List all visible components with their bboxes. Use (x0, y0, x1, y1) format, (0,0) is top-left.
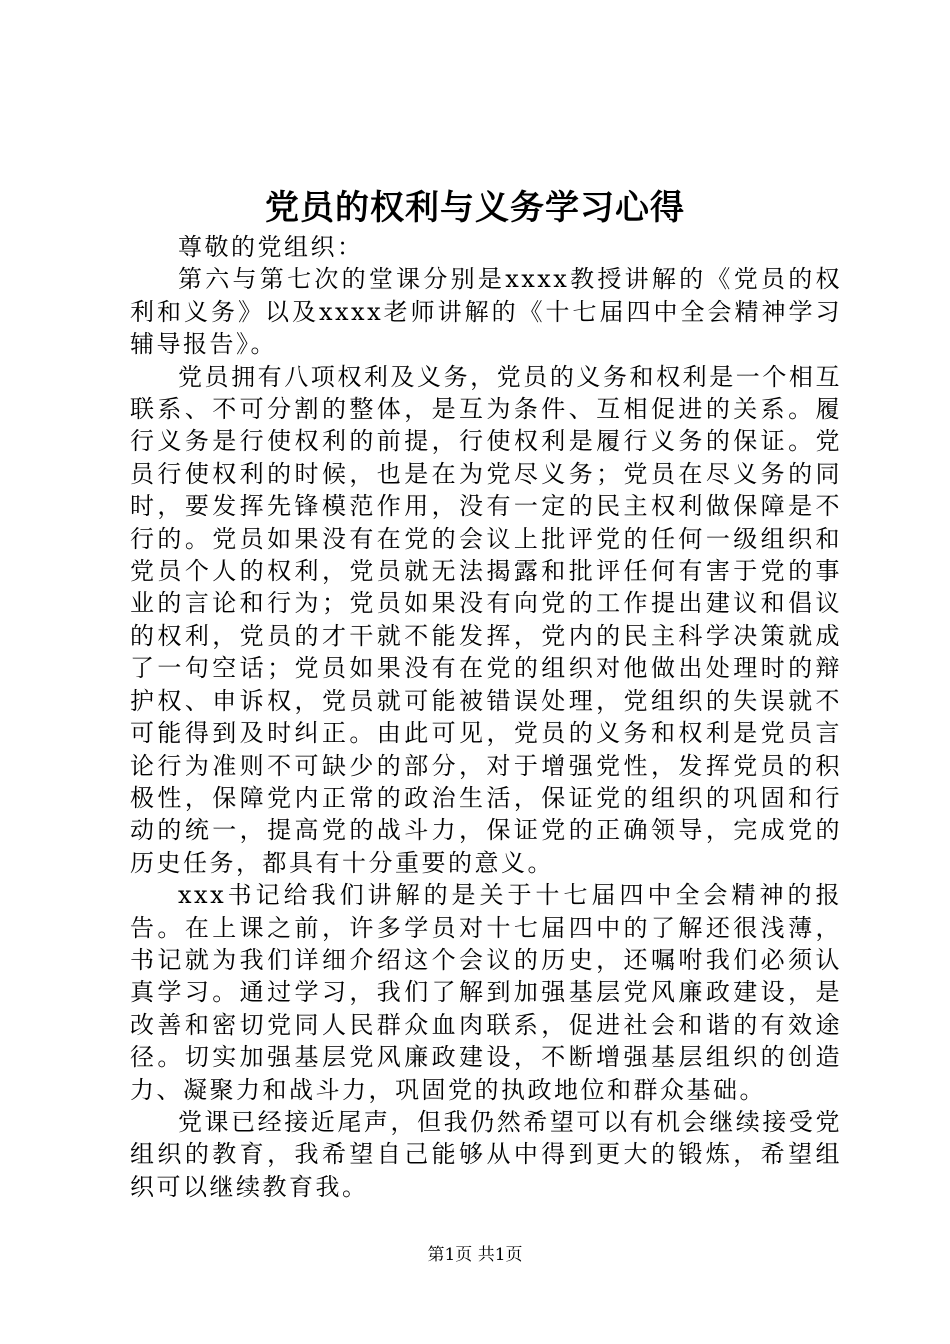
paragraph-4: 党课已经接近尾声，但我仍然希望可以有机会继续接受党组织的教育，我希望自己能够从中得到更大的锻炼，希望组织可以继续教育我。 (130, 1107, 842, 1201)
document-body (130, 231, 842, 1203)
salutation: 尊敬的党组织： (178, 233, 364, 261)
document-title: 党员的权利与义务学习心得 (265, 188, 685, 228)
paragraph-2: 党员拥有八项权利及义务，党员的义务和权利是一个相互联系、不可分割的整体，是互为条件、互相促进的关系。履行义务是行使权利的前提，行使权利是履行义务的保证。党员行使权利的时候，也是在为党尽义务；党员在尽义务的同时，要发挥先锋模范作用，没有一定的民主权利做保障是不行的。党员如果没有在党的会议上批评党的任何一级组织和党员个人的权利，党员就无法揭露和批评任何有害于党的事业的言论和行为；党员如果没有向党的工作提出建议和倡议的权利，党员的才干就不能发挥，党内的民主科学决策就成了一句空话；党员如果没有在党的组织对他做出处理时的辩护权、申诉权，党员就可能被错误处理，党组织的失误就不可能得到及时纠正。由此可见，党员的义务和权利是党员言论行为准则不可缺少的部分，对于增强党性，发挥党员的积极性，保障党内正常的政治生活，保证党的组织的巩固和行动的统一，提高党的战斗力，保证党的正确领导，完成党的历史任务，都具有十分重要的意义。 (130, 362, 842, 877)
paragraph-1: 第六与第七次的堂课分别是xxxx教授讲解的《党员的权利和义务》以及xxxx老师讲解的《十七届四中全会精神学习辅导报告》。 (130, 265, 842, 359)
page-number-footer: 第1页 共1页 (427, 1245, 523, 1265)
paragraph-3: xxx书记给我们讲解的是关于十七届四中全会精神的报告。在上课之前，许多学员对十七届四中的了解还很浅薄，书记就为我们详细介绍这个会议的历史，还嘱咐我们必须认真学习。通过学习，我们了解到加强基层党风廉政建设，是改善和密切党同人民群众血肉联系，促进社会和谐的有效途径。切实加强基层党风廉政建设，不断增强基层组织的创造力、凝聚力和战斗力，巩固党的执政地位和群众基础。 (130, 881, 842, 1104)
